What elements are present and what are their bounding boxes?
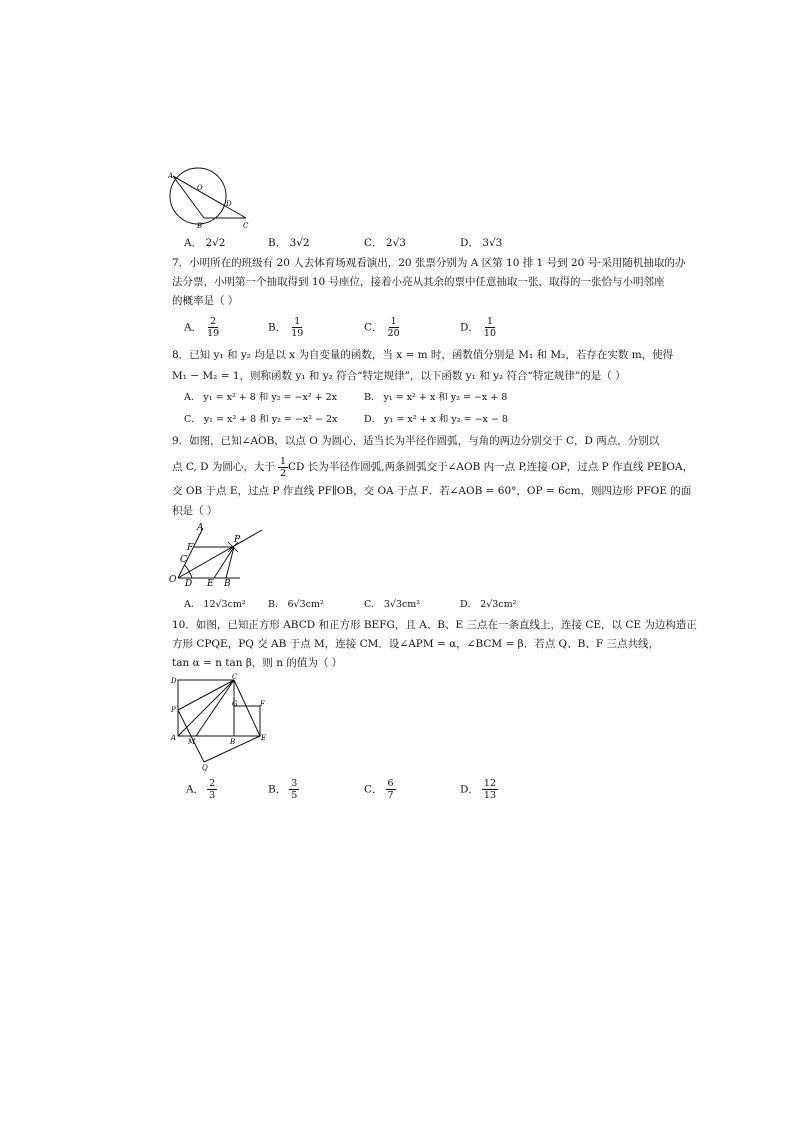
q10-label-c: C: [232, 673, 238, 681]
q10-line-2: 方形 CPQE，PQ 交 AB 于点 M，连接 CM．设∠APM = α，∠BCM = β．若点 Q、B、F 三点共线，: [172, 638, 659, 650]
q9-option-a[interactable]: A． 12√3cm²: [184, 599, 246, 610]
q10-line-1: 10．如图，已知正方形 ABCD 和正方形 BEFG，且 A、B、E 三点在一条直线上，连接 CE，以 CE 为边构造正: [172, 619, 697, 631]
q10-label-a: A: [171, 734, 177, 742]
q6-label-c: C: [243, 222, 249, 230]
q8-option-b[interactable]: B． y₁ = x² + x 和 y₂ = −x + 8: [364, 392, 508, 403]
q9-label-d: D: [185, 579, 193, 589]
q10-label-e: E: [261, 734, 267, 742]
q6-option-b[interactable]: B． 3√2: [268, 237, 310, 249]
q8-line-1: 8．已知 y₁ 和 y₂ 均是以 x 为自变量的函数，当 x = m 时，函数值分别是 M₁ 和 M₂，若存在实数 m，使得: [172, 349, 674, 361]
q9-label-e: E: [207, 579, 214, 589]
q6-option-a[interactable]: A． 2√2: [184, 237, 226, 249]
q9-line-4: 积是（ ）: [172, 505, 218, 517]
q10-label-g: G: [232, 700, 238, 708]
q9-label-c: C: [180, 555, 187, 565]
q9-label-f: F: [187, 543, 194, 553]
q9-option-b[interactable]: B． 6√3cm²: [268, 599, 324, 610]
q6-label-o: O: [197, 184, 203, 192]
q6-option-c[interactable]: C． 2√3: [364, 237, 406, 249]
q10-option-d[interactable]: D． $\frac{12}{13}$: [460, 778, 497, 801]
q7-option-c[interactable]: C． $\frac{1}{20}$: [364, 316, 400, 339]
q10-label-q: Q: [202, 764, 208, 772]
q6-option-d[interactable]: D． 3√3: [460, 237, 503, 249]
q7-option-d[interactable]: D． $\frac{1}{10}$: [460, 316, 497, 339]
q7-option-a[interactable]: A． $\frac{2}{19}$: [184, 316, 220, 339]
q10-label-f: F: [260, 700, 265, 708]
q9-line-3: 交 OB 于点 E，过点 P 作直线 PF∥OB，交 OA 于点 F．若∠AOB = 60°，OP = 6cm，则四边形 PFOE 的面: [172, 485, 692, 497]
q8-option-a[interactable]: A． y₁ = x² + 8 和 y₂ = −x² + 2x: [184, 392, 338, 403]
q10-figure: [168, 672, 278, 772]
q8-line-2: M₁ − M₂ = 1，则称函数 y₁ 和 y₂ 符合“特定规律”，以下函数 y₁ 和 y₂ 符合“特定规律”的是（ ）: [172, 370, 626, 382]
q10-label-d: D: [171, 677, 177, 685]
q10-option-c[interactable]: C． $\frac{6}{7}$: [364, 778, 394, 801]
q9-option-d[interactable]: D． 2√3cm²: [460, 599, 517, 610]
q8-option-c[interactable]: C． y₁ = x² + 8 和 y₂ = −x² − 2x: [184, 414, 338, 425]
q10-option-b[interactable]: B． $\frac{3}{5}$: [268, 778, 298, 801]
q9-label-a: A: [197, 523, 204, 533]
q9-figure: [168, 520, 268, 590]
q9-label-p: P: [234, 535, 241, 545]
q10-label-p: P: [171, 706, 176, 714]
q9-line-2: 点 C, D 为圆心，大于 $\frac{1}{2}$ CD 长为半径作圆弧,两条圆弧交于∠AOB 内一点 P,连接 OP，过点 P 作直线 PE∥OA，: [172, 455, 694, 479]
q7-option-b[interactable]: B． $\frac{1}{19}$: [268, 316, 304, 339]
q9-option-c[interactable]: C． 3√3cm²: [364, 599, 421, 610]
q6-figure: [168, 166, 258, 232]
q10-line-3: tan α = n tan β，则 n 的值为（ ）: [172, 657, 343, 669]
q10-label-m: M: [188, 738, 196, 746]
q7-line-3: 的概率是（ ）: [172, 295, 239, 307]
q9-line-1: 9．如图，已知∠AOB，以点 O 为圆心，适当长为半径作圆弧，与角的两边分别交于 C，D 两点，分别以: [172, 435, 660, 447]
q7-line-1: 7．小明所在的班级有 20 人去体育场观看演出，20 张票分别为 A 区第 10 排 1 号到 20 号·采用随机抽取的办: [172, 257, 686, 269]
q9-label-o: O: [169, 575, 177, 585]
q8-option-d[interactable]: D． y₁ = x² + x 和 y₂ = −x − 8: [364, 414, 508, 425]
q9-label-b: B: [224, 579, 231, 589]
q6-label-a: A: [168, 172, 174, 180]
q7-line-2: 法分票，小明第一个抽取得到 10 号座位，接着小亮从其余的票中任意抽取一张，取得的一张恰与小明邻座: [172, 276, 665, 288]
q10-label-b: B: [230, 738, 236, 746]
q6-label-d: D: [226, 200, 232, 208]
q6-label-b: B: [197, 222, 203, 230]
q10-option-a[interactable]: A． $\frac{2}{3}$: [186, 778, 216, 801]
